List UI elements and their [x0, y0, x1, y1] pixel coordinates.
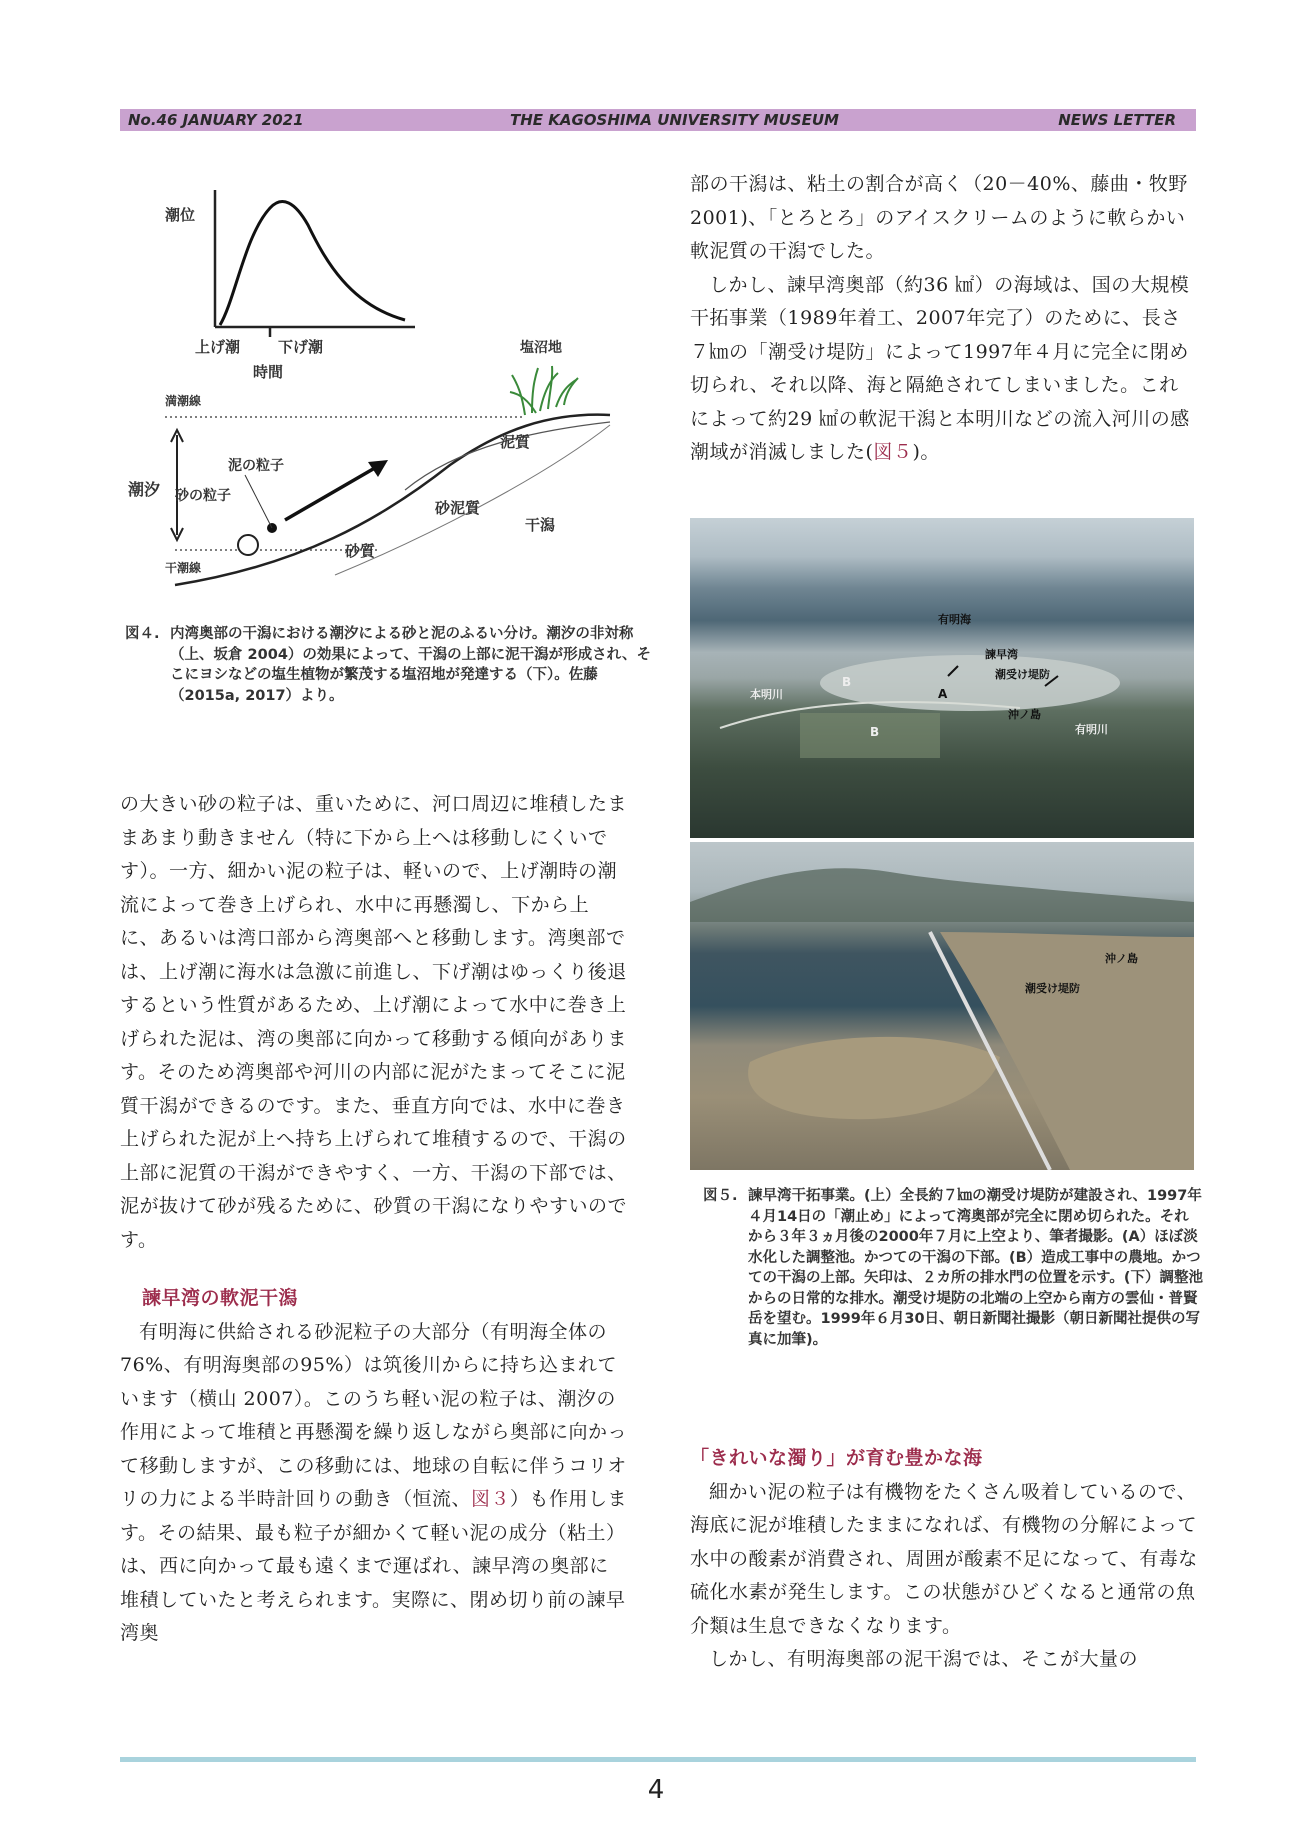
- label-falling-tide: 下げ潮: [278, 338, 324, 356]
- section-heading-isahaya: 諫早湾の軟泥干潟: [142, 1287, 299, 1309]
- right-paragraph-3: 細かい泥の粒子は有機物をたくさん吸着しているので、海底に泥が堆積したままになれば、有機物の分解によって水中の酸素が消費され、周囲が酸素不足になって、有毒な硫化水素が発生します。この状態がひどくなると通常の魚介類は生息できなくなります。: [690, 1480, 1198, 1637]
- right-paragraph-4: しかし、有明海奥部の泥干潟では、そこが大量の: [709, 1648, 1139, 1670]
- fig5-caption: [703, 1186, 1203, 1350]
- sand-particle: [238, 535, 258, 555]
- fig4-diagram: [120, 180, 640, 600]
- label-okinoshima-top: 沖ノ島: [1008, 708, 1041, 721]
- label-tide: 潮汐: [128, 480, 161, 499]
- label-isahaya-bay: 諫早湾: [985, 648, 1018, 661]
- right-paragraph-2: しかし、諫早湾奥部（約36 ㎢）の海域は、国の大規模干拓事業（1989年着工、2007年完了）のために、長さ７㎞の「潮受け堤防」によって1997年４月に完全に閉め切られ、それ以降、海と隔絶されてしまいました。これによって約29 ㎢の軟泥干潟と本明川などの流入河川の感潮域が消滅しました(図５)。: [690, 273, 1190, 463]
- fig5-caption-text: 諫早湾干拓事業。(上）全長約７㎞の潮受け堤防が建設され、1997年４月14日の「潮止め」によって湾奥部が完全に閉め切られた。それから３年３ヵ月後の2000年７月に上空より、筆者撮影。(A）ほぼ淡水化した調整池。かつての干潟の下部。(B）造成工事中の農地。かつての干潟の上部。矢印は、２カ所の排水門の位置を示す。(下）調整池からの日常的な排水。潮受け堤防の北端の上空から南方の雲仙・普賢岳を望む。1999年６月30日、朝日新聞社撮影（朝日新聞社提供の写真に加筆)。: [748, 1188, 1203, 1348]
- label-dike-bottom: 潮受け堤防: [1025, 982, 1080, 995]
- ground-profile: [175, 415, 610, 585]
- label-rising-tide: 上げ潮: [195, 338, 241, 356]
- label-high-water: 満潮線: [165, 394, 202, 408]
- fig5-caption-label: 図５.: [703, 1188, 738, 1204]
- left-column: [120, 788, 628, 1651]
- fig4-caption-text: 内湾奥部の干潟における潮汐による砂と泥のふるい分け。潮汐の非対称（上、坂倉 2004）の効果によって、干潟の上部に泥干潟が形成され、そこにヨシなどの塩生植物が繁茂する塩沼地が発達する（下）。佐藤（2015a, 2017）より。: [170, 626, 651, 704]
- left-paragraph-1: の大きい砂の粒子は、重いために、河口周辺に堆積したままあまり動きません（特に下から上へは移動しにくいです）。一方、細かい泥の粒子は、軽いので、上げ潮時の潮流によって巻き上げられ、水中に再懸濁し、下から上に、あるいは湾口部から湾奥部へと移動します。湾奥部では、上げ潮に海水は急激に前進し、下げ潮はゆっくり後退するという性質があるため、上げ潮によって水中に巻き上げられた泥は、湾の奥部に向かって移動する傾向があります。そのため湾奥部や河川の内部に泥がたまってそこに泥質干潟ができるのです。また、垂直方向では、水中に巻き上げられた泥が上へ持ち上げられて堆積するので、干潟の上部に泥質の干潟ができやすく、一方、干潟の下部では、泥が抜けて砂が残るために、砂質の干潟になりやすいのです。: [120, 793, 628, 1251]
- fig4-caption: [125, 624, 655, 706]
- label-mud: 泥質: [500, 433, 531, 451]
- label-sand: 砂質: [345, 542, 376, 560]
- fig3-reference-link[interactable]: 図３: [471, 1488, 511, 1510]
- right-paragraph-1: 部の干潟は、粘土の割合が高く（20－40%、藤曲・牧野 2001)、「とろとろ」のアイスクリームのように軟らかい軟泥質の干潟でした。: [690, 173, 1188, 262]
- newsletter-header: [120, 109, 1196, 131]
- label-area-b-1: B: [842, 675, 852, 689]
- fig5-aerial-photo-top: [690, 518, 1194, 838]
- label-area-a: A: [938, 687, 948, 701]
- label-sandy-mud: 砂泥質: [435, 499, 481, 517]
- reed-grass-icon: [510, 366, 578, 415]
- label-ariake-river: 有明川: [1075, 723, 1108, 736]
- mud-transport-arrow: [285, 465, 380, 520]
- label-okinoshima-bottom: 沖ノ島: [1105, 952, 1138, 965]
- page-number: 4: [647, 1775, 665, 1805]
- right-column-top: [690, 168, 1198, 470]
- label-mud-particle: 泥の粒子: [228, 458, 284, 474]
- label-area-b-2: B: [870, 725, 880, 739]
- label-dike-top: 潮受け堤防: [995, 668, 1050, 681]
- right-column-bottom: [690, 1442, 1198, 1677]
- newsletter-label: NEWS LETTER: [1058, 111, 1176, 129]
- label-tidal-flat: 干潟: [525, 516, 556, 534]
- fig5-reference-link[interactable]: 図５: [873, 441, 913, 463]
- label-tide-level: 潮位: [165, 206, 196, 224]
- section-heading-clean-turbidity: 「きれいな濁り」が育む豊かな海: [690, 1447, 983, 1469]
- tide-curve: [220, 202, 405, 325]
- issue-label: No.46 JANUARY 2021: [128, 111, 304, 129]
- fig4-caption-label: 図４.: [125, 626, 160, 642]
- museum-label: THE KAGOSHIMA UNIVERSITY MUSEUM: [510, 111, 839, 129]
- label-time: 時間: [253, 363, 284, 381]
- label-low-water: 干潮線: [165, 561, 202, 575]
- footer-rule: [120, 1757, 1196, 1762]
- label-salt-marsh: 塩沼地: [520, 340, 562, 356]
- left-paragraph-2: 有明海に供給される砂泥粒子の大部分（有明海全体の76%、有明海奥部の95%）は筑後川からに持ち込まれています（横山 2007）。このうち軽い泥の粒子は、潮汐の作用によって堆積と再懸濁を繰り返しながら奥部に向かって移動しますが、この移動には、地球の自転に伴うコリオリの力による半時計回りの動き（恒流、図３）も作用します。その結果、最も粒子が細かくて軽い泥の成分（粘土）は、西に向かって最も遠くまで運ばれ、諫早湾の奥部に堆積していたと考えられます。実際に、閉め切り前の諫早湾奥: [120, 1320, 628, 1644]
- label-sand-particle: 砂の粒子: [175, 488, 231, 504]
- fig5-aerial-photo-bottom: [690, 842, 1194, 1170]
- label-ariake-sea: 有明海: [938, 613, 971, 626]
- label-honmyo-river: 本明川: [750, 688, 783, 701]
